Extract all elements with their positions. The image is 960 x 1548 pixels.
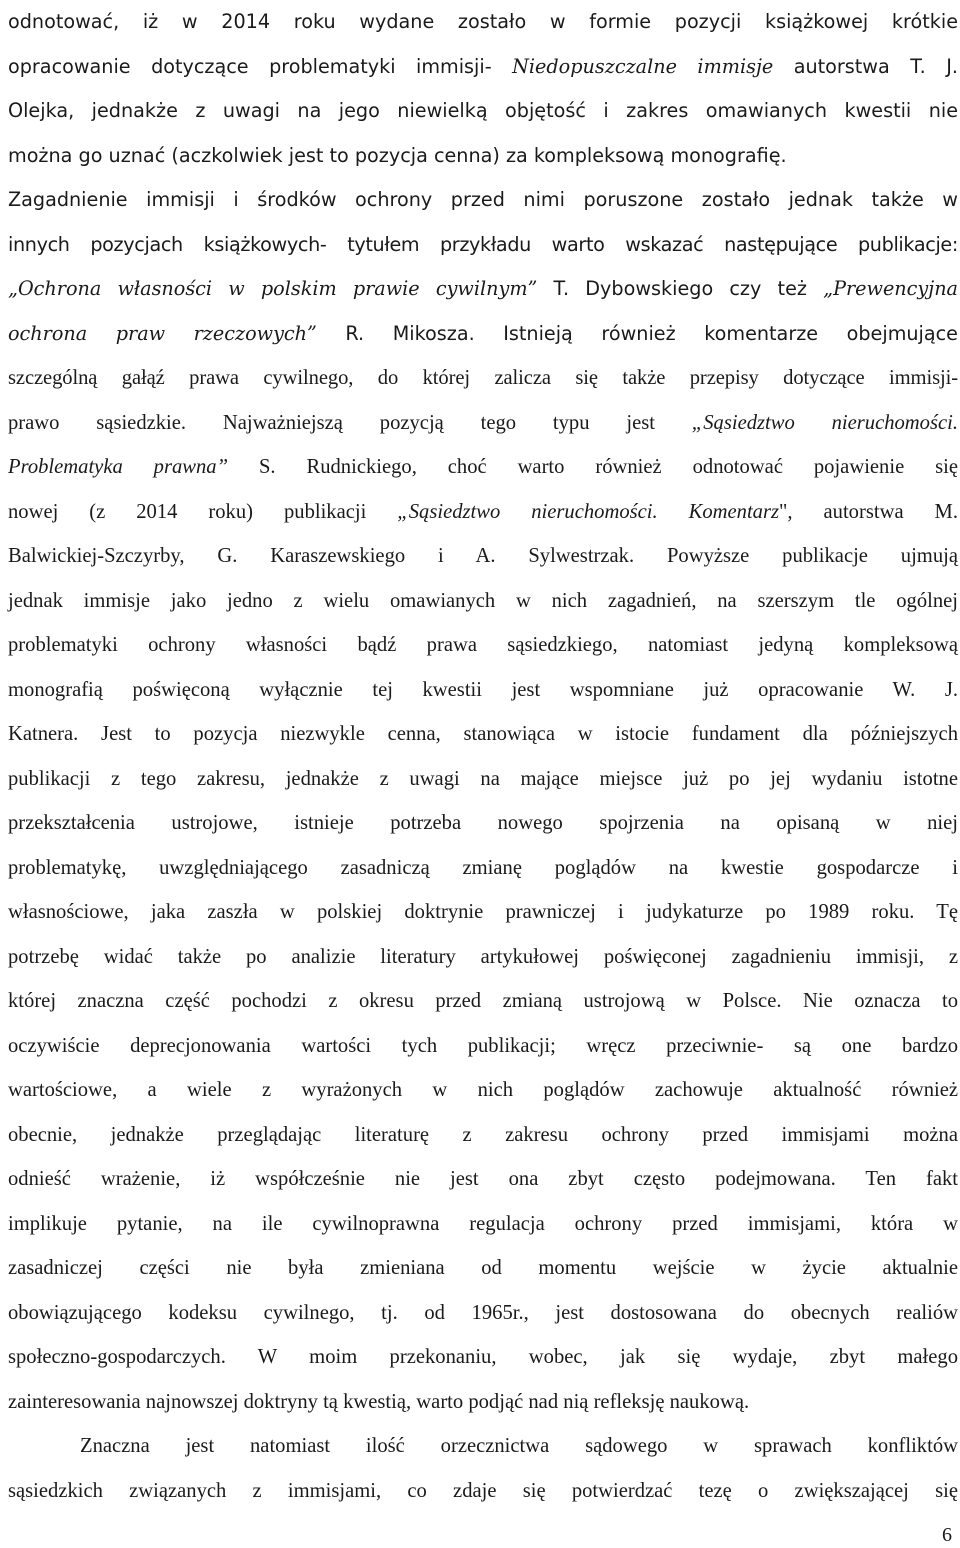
text-line: zainteresowania najnowszej doktryny tą kwestią, warto podjąć nad nią refleksję naukową.	[8, 1390, 750, 1413]
text-line: obowiązującego kodeksu cywilnego, tj. od 1965r., jest dostosowana do obecnych realiów	[8, 1301, 958, 1324]
book-title: ochrona praw rzeczowych”	[8, 321, 317, 345]
text-line: potrzebę widać także po analizie literatury artykułowej poświęconej zagadnieniu immisji, z	[8, 945, 958, 968]
text-line: obecnie, jednakże przeglądając literaturę z zakresu ochrony przed immisjami można	[8, 1123, 958, 1146]
text-line: monografią poświęconą wyłącznie tej kwestii jest wspomniane już opracowanie W. J.	[8, 678, 958, 701]
document-page	[8, 0, 958, 1513]
text-line: Katnera. Jest to pozycja niezwykle cenna, stanowiąca w istocie fundament dla późniejszych	[8, 723, 958, 745]
text-line: Zagadnienie immisji i środków ochrony przed nimi poruszone zostało jednak także w	[8, 188, 958, 211]
text-line: jednak immisje jako jedno z wielu omawianych w nich zagadnień, na szerszym tle ogólnej	[8, 589, 958, 612]
text-line: nowej (z 2014 roku) publikacji „Sąsiedztwo nieruchomości. Komentarz", autorstwa M.	[8, 500, 959, 523]
text-line: szczególną gałąź prawa cywilnego, do której zalicza się także przepisy dotyczące immisji-	[8, 367, 958, 389]
text-line: przekształcenia ustrojowe, istnieje potrzeba nowego spojrzenia na opisaną w niej	[8, 812, 958, 834]
book-title: „Sąsiedztwo nieruchomości. Komentarz	[397, 500, 779, 523]
text-line: ochrona praw rzeczowych” R. Mikosza. Istnieją również komentarze obejmujące	[8, 321, 958, 345]
text-line: społeczno-gospodarczych. W moim przekonaniu, wobec, jak się wydaje, zbyt małego	[8, 1346, 958, 1368]
book-title: „Ochrona własności w polskim prawie cywilnym”	[8, 277, 538, 300]
text-line: odnieść wrażenie, iż współcześnie nie jest ona zbyt często podejmowana. Ten fakt	[8, 1168, 958, 1190]
text-line: sąsiedzkich związanych z immisjami, co zdaje się potwierdzać tezę o zwiększającej się	[8, 1479, 958, 1502]
text-line: problematykę, uwzględniającego zasadniczą zmianę poglądów na kwestie gospodarcze i	[8, 856, 958, 879]
book-title: Niedopuszczalne immisje	[512, 54, 774, 78]
page-number: 6	[942, 1524, 952, 1546]
text-line: oczywiście deprecjonowania wartości tych publikacji; wręcz przeciwnie- są one bardzo	[8, 1034, 958, 1057]
text-line: Olejka, jednakże z uwagi na jego niewielką objętość i zakres omawianych kwestii nie	[8, 99, 958, 122]
text-line: zasadniczej części nie była zmieniana od momentu wejście w życie aktualnie	[8, 1257, 958, 1279]
text-line: implikuje pytanie, na ile cywilnoprawna regulacja ochrony przed immisjami, która w	[8, 1212, 958, 1235]
text-line: innych pozycjach książkowych- tytułem przykładu warto wskazać następujące publikacje:	[8, 232, 958, 256]
book-title: „Prewencyjna	[823, 277, 958, 300]
text-line: publikacji z tego zakresu, jednakże z uwagi na mające miejsce już po jej wydaniu istotne	[8, 767, 958, 790]
text-line: można go uznać (aczkolwiek jest to pozycja cenna) za kompleksową monografię.	[8, 143, 787, 167]
paragraph-first-line: Znaczna jest natomiast ilość orzecznictwa sądowego w sprawach konfliktów	[80, 1435, 958, 1457]
text-line: wartościowe, a wiele z wyrażonych w nich poglądów zachowuje aktualność również	[8, 1079, 958, 1101]
text-line: której znaczna część pochodzi z okresu przed zmianą ustrojową w Polsce. Nie oznacza to	[8, 990, 958, 1012]
text-line: problematyki ochrony własności bądź prawa sąsiedzkiego, natomiast jedyną kompleksową	[8, 634, 958, 656]
book-title: Problematyka prawna”	[8, 456, 229, 478]
text-line: prawo sąsiedzkie. Najważniejszą pozycją tego typu jest „Sąsiedztwo nieruchomości.	[8, 411, 958, 434]
text-line: własnościowe, jaka zaszła w polskiej doktrynie prawniczej i judykaturze po 1989 roku. Tę	[8, 901, 958, 923]
text-line: „Ochrona własności w polskim prawie cywilnym” T. Dybowskiego czy też „Prewencyjna	[8, 277, 958, 300]
book-title: „Sąsiedztwo nieruchomości.	[691, 411, 958, 434]
text-line: Problematyka prawna” S. Rudnickiego, choć warto również odnotować pojawienie się	[8, 456, 958, 478]
text-line: opracowanie dotyczące problematyki immisji- Niedopuszczalne immisje autorstwa T. J.	[8, 54, 958, 78]
text-line: odnotować, iż w 2014 roku wydane zostało w formie pozycji książkowej krótkie	[8, 10, 958, 33]
text-line: Balwickiej-Szczyrby, G. Karaszewskiego i A. Sylwestrzak. Powyższe publikacje ujmują	[8, 545, 958, 567]
